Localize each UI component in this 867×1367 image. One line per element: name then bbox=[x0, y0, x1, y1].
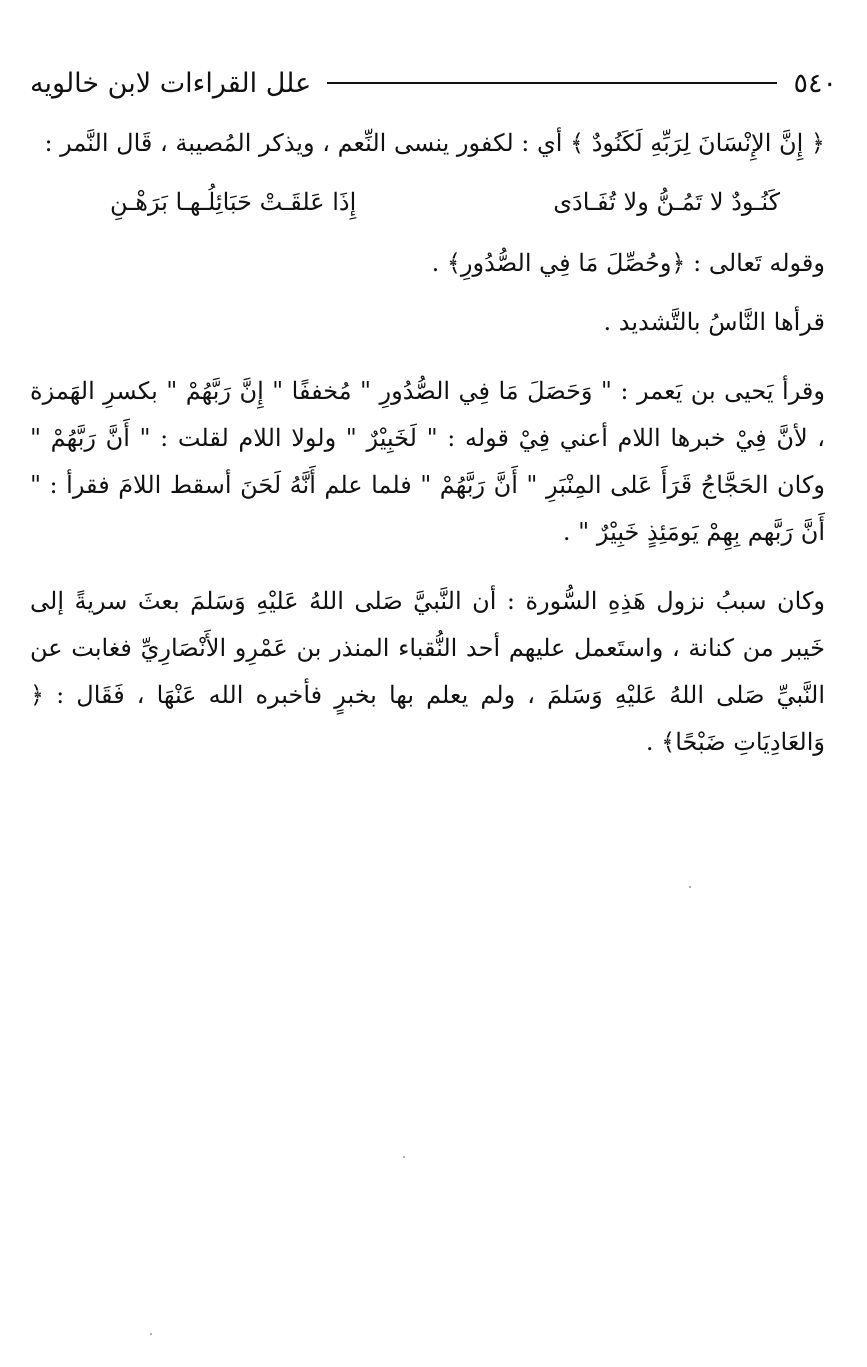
poetry-verse bbox=[30, 179, 825, 226]
page-body bbox=[30, 120, 825, 766]
page-header bbox=[30, 58, 837, 108]
paragraph-reading: قرأها النَّاسُ بالتَّشديد . bbox=[603, 308, 825, 336]
paragraph-commentary: ﴿ إِنَّ الإِنْسَانَ لِرَبِّهِ لَكَنُودٌ ﴾ أي : لكفور ينسى النِّعم ، ويذكر المُصيبة ، قَال النَّمر : bbox=[44, 129, 825, 157]
paragraph-quran-quote: وقوله تَعالى : ﴿وحُصِّلَ مَا فِي الصُّدُورِ﴾ . bbox=[431, 249, 825, 277]
verse-first-hemistich: كَنُـودٌ لا تَمُـنُّ ولا تُفَـادَى bbox=[553, 188, 780, 216]
running-title: علل القراءات لابن خالويه bbox=[30, 67, 312, 99]
scan-speck bbox=[403, 1156, 405, 1158]
scan-speck bbox=[150, 1333, 152, 1335]
paragraph-yahya-reading: وقرأ يَحيى بن يَعمر : " وَحَصَلَ مَا فِي الصُّدُورِ " مُخففًا " إِنَّ رَبَّهُمْ " بكسرِ الهَمزة ، لأنَّ فِيْ خبرها اللام أعني فِيْ قوله : " لَخَبِيْرٌ " ولولا اللام لقلت : " أَنَّ رَبَّهُمْ " وكان الحَجَّاجُ قَرَأَ عَلى المِنْبَرِ " أَنَّ رَبَّهُمْ " فلما علم أَنَّهُ لَحَنَ أسقط اللامَ فقرأ : " أَنَّ رَبَّهم بِهِمْ يَومَئِذٍ خَبِيْرٌ " . bbox=[30, 377, 826, 546]
page-number: ٥٤٠ bbox=[793, 67, 837, 99]
header-rule bbox=[327, 82, 777, 84]
paragraph-revelation-cause: وكان سببُ نزول هَذِهِ السُّورة : أن النَّبيَّ صَلى اللهُ عَليْهِ وَسَلمَ بعثَ سريةً إلى خَيبر من كنانة ، واستَعمل عليهم أحد النُّقباء المنذر بن عَمْرِو الأَنْصَارِيِّ فغابت عن النَّبيِّ صَلى اللهُ عَليْهِ وَسَلمَ ، ولم يعلم بها بخبرٍ فأخبره الله عَنْهَا ، فَقَال : ﴿ وَالعَادِيَاتِ ضَبْحًا﴾ . bbox=[30, 587, 825, 756]
verse-second-hemistich: إِذَا عَلقَـتْ حَبَائِلُـهـا بَرَهْـنِ bbox=[110, 188, 357, 216]
scan-speck bbox=[689, 886, 691, 888]
